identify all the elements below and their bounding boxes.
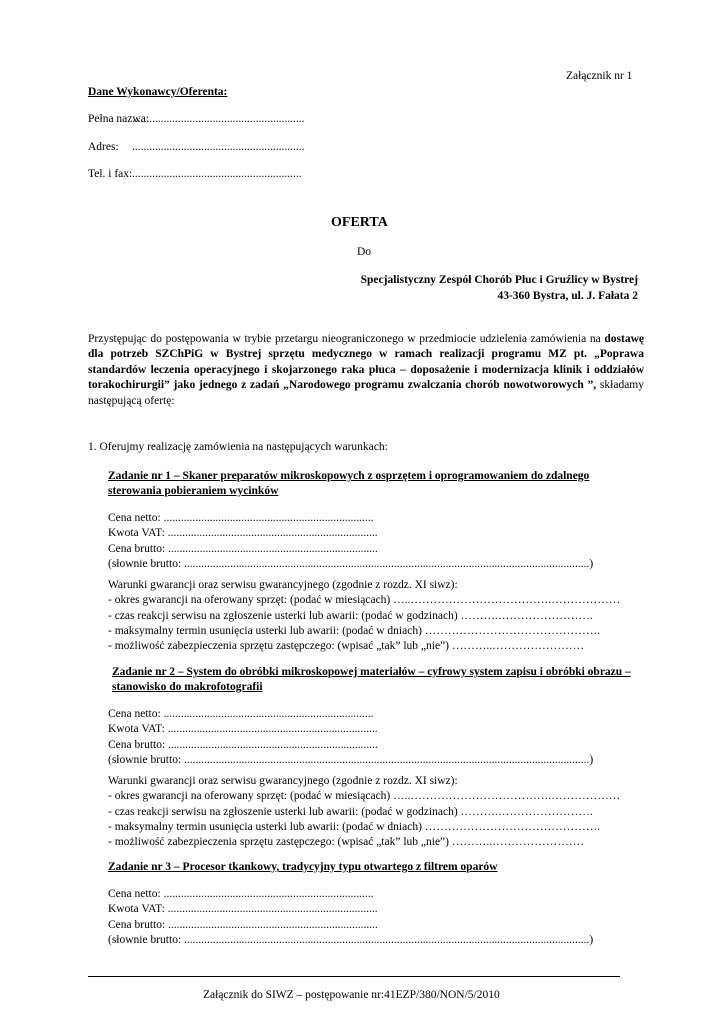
intro-part2: dostawę dla potrzeb SZChPiG w Bystrej sprzętu medycznego w ramach realizacji programu MZ pt. „Poprawa standardów leczenia operacyjnego i skojarzonego raka płuca – doposażenie i modernizacja klinik i oddziałów torakochirurgii” jako jednego z zadań „Narodowego programu zwalczania chorób nowotworowych ”, [88,333,644,392]
price-in-words: (słownie brutto: .............................................................................................................................................) [108,557,594,570]
price-net: Cena netto: ......................................................................... [108,512,374,524]
warranty-period: - okres gwarancji na oferowany sprzęt: (podać w miesiącach) …..……………………………….……………… [108,790,621,803]
field-dots: ............................................................ [132,141,305,153]
service-reaction-time: - czas reakcji serwisu na zgłoszenie usterki lub awarii: (podać w godzinach) ……….……………………. [108,609,593,622]
task-2-warranty [108,774,648,850]
vat-amount: Kwota VAT: ......................................................................... [108,903,378,916]
offer-to: Do [357,246,372,258]
task-2-prices [108,707,648,768]
price-gross: Cena brutto: ......................................................................... [108,918,378,931]
price-net: Cena netto: ......................................................................... [108,708,374,720]
intro-paragraph [88,332,644,409]
vat-amount: Kwota VAT: ......................................................................... [108,723,378,736]
footer-text: Załącznik do SIWZ – postępowanie nr:41EZP/380/NON/5/2010 [203,989,500,1001]
footer-divider [88,976,620,977]
task-3-title: Zadanie nr 3 – Procesor tkankowy, tradycyjny typu otwartego z filtrem oparów [108,861,498,873]
field-label: Adres: [88,141,119,153]
warranty-period: - okres gwarancji na oferowany sprzęt: (podać w miesiącach) …..……………………………….……………… [108,594,621,607]
intro-part1: Przystępując do postępowania w trybie przetargu nieograniczonego w przedmiocie udzielenia zamówienia na [88,333,605,345]
price-in-words: (słownie brutto: .............................................................................................................................................) [108,933,594,946]
service-reaction-time: - czas reakcji serwisu na zgłoszenie usterki lub awarii: (podać w godzinach) ……….……………………. [108,805,593,818]
recipient-line2: 43-360 Bystra, ul. J. Fałata 2 [497,290,638,302]
price-gross: Cena brutto: ......................................................................... [108,738,378,751]
backup-equipment: - możliwość zabezpieczenia sprzętu zastępczego: (wpisać „tak” lub „nie”) ………..…………………… [108,836,585,849]
offer-title: OFERTA [331,215,388,230]
task-2-title: Zadanie nr 2 – System do obróbki mikroskopowej materiałów – cyfrowy system zapisu i obróbki obrazu – stanowisko do makrofotografii [112,666,631,693]
backup-equipment: - możliwość zabezpieczenia sprzętu zastępczego: (wpisać „tak” lub „nie”) ………..…………………… [108,640,585,653]
repair-time: - maksymalny termin usunięcia usterki lub awarii: (podać w dniach) ………………………………………. [108,820,601,833]
task-3-prices [108,887,648,948]
task-1-title: Zadanie nr 1 – Skaner preparatów mikroskopowych z osprzętem i oprogramowaniem do zdalnego sterowania pobieraniem wycinków [108,470,590,497]
point-1: 1. Oferujmy realizację zamówienia na następujących warunkach: [88,441,388,453]
task-1-prices [108,511,648,572]
annex-label: Załącznik nr 1 [566,70,633,82]
warranty-heading: Warunki gwarancji oraz serwisu gwarancyjnego (zgodnie z rozdz. XI siwz): [108,579,458,591]
contractor-heading: Dane Wykonawcy/Oferenta: [88,86,228,98]
task-1-warranty [108,578,648,654]
vat-amount: Kwota VAT: ......................................................................... [108,527,378,540]
warranty-heading: Warunki gwarancji oraz serwisu gwarancyjnego (zgodnie z rozdz. XI siwz): [108,775,458,787]
recipient-line1: Specjalistyczny Zespół Chorób Płuc i Gruźlicy w Bystrej [360,274,638,286]
field-full-name [88,113,305,127]
price-net: Cena netto: ......................................................................... [108,888,374,900]
price-gross: Cena brutto: ......................................................................... [108,542,378,555]
field-label: Pełna nazwa: [88,113,149,125]
field-dots: ........................................................... [132,168,302,180]
field-phone-fax [88,168,302,182]
price-in-words: (słownie brutto: .............................................................................................................................................) [108,753,594,766]
field-label: Tel. i fax: [88,168,133,180]
field-address [88,141,305,155]
repair-time: - maksymalny termin usunięcia usterki lub awarii: (podać w dniach) ………………………………………. [108,624,601,637]
field-dots: ............................................................ [132,113,305,125]
intro-part3: składamy następującą ofertę: [88,379,644,407]
